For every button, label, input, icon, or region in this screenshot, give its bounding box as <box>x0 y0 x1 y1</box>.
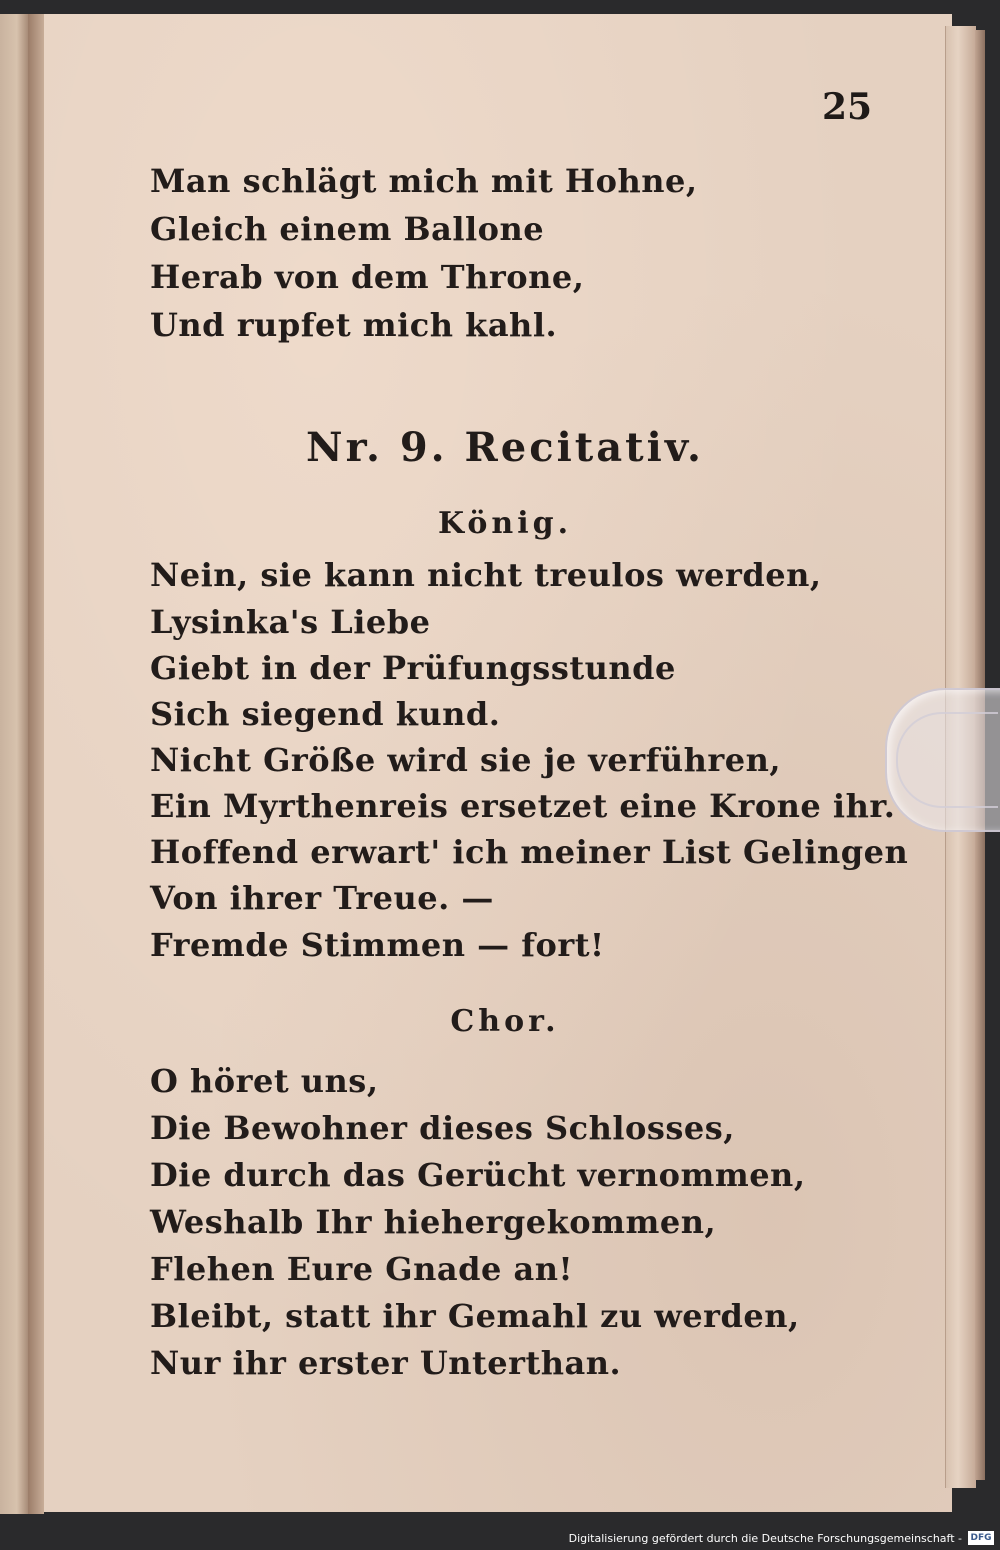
verse-line: O höret uns, <box>150 1062 379 1100</box>
speaker-label: Chor. <box>450 1004 560 1039</box>
speaker-label: König. <box>437 506 573 541</box>
verse-line: Nicht Größe wird sie je verführen, <box>150 741 781 779</box>
dfg-logo: DFG <box>968 1531 994 1545</box>
verse-line: Und rupfet mich kahl. <box>150 306 558 344</box>
verse-line: Sich siegend kund. <box>150 695 501 733</box>
verse-line: Nein, sie kann nicht treulos werden, <box>150 556 822 594</box>
verse-line: Fremde Stimmen — fort! <box>150 926 605 964</box>
verse-line: Gleich einem Ballone <box>150 210 545 248</box>
verse-line: Die durch das Gerücht vernommen, <box>150 1156 806 1194</box>
verse-line: Weshalb Ihr hiehergekommen, <box>150 1203 717 1241</box>
book-gutter <box>28 14 44 1514</box>
verse-line: Herab von dem Throne, <box>150 258 585 296</box>
digitization-credit: Digitalisierung gefördert durch die Deutsche Forschungsgemeinschaft - <box>568 1532 962 1545</box>
verse-line: Man schlägt mich mit Hohne, <box>150 162 698 200</box>
verse-line: Lysinka's Liebe <box>150 603 431 641</box>
verse-line: Giebt in der Prüfungsstunde <box>150 649 676 687</box>
verse-line: Ein Myrthenreis ersetzet eine Krone ihr. <box>150 787 896 825</box>
facing-page-edge <box>0 14 30 1514</box>
page-clip-inner <box>896 712 998 808</box>
page-number: 25 <box>822 86 873 128</box>
verse-line: Bleibt, statt ihr Gemahl zu werden, <box>150 1297 800 1335</box>
verse-line: Nur ihr erster Unterthan. <box>150 1344 622 1382</box>
verse-line: Die Bewohner dieses Schlosses, <box>150 1109 735 1147</box>
section-heading: Nr. 9. Recitativ. <box>306 424 704 471</box>
verse-line: Flehen Eure Gnade an! <box>150 1250 574 1288</box>
verse-line: Hoffend erwart' ich meiner List Gelingen <box>150 833 909 871</box>
verse-line: Von ihrer Treue. — <box>150 879 494 917</box>
